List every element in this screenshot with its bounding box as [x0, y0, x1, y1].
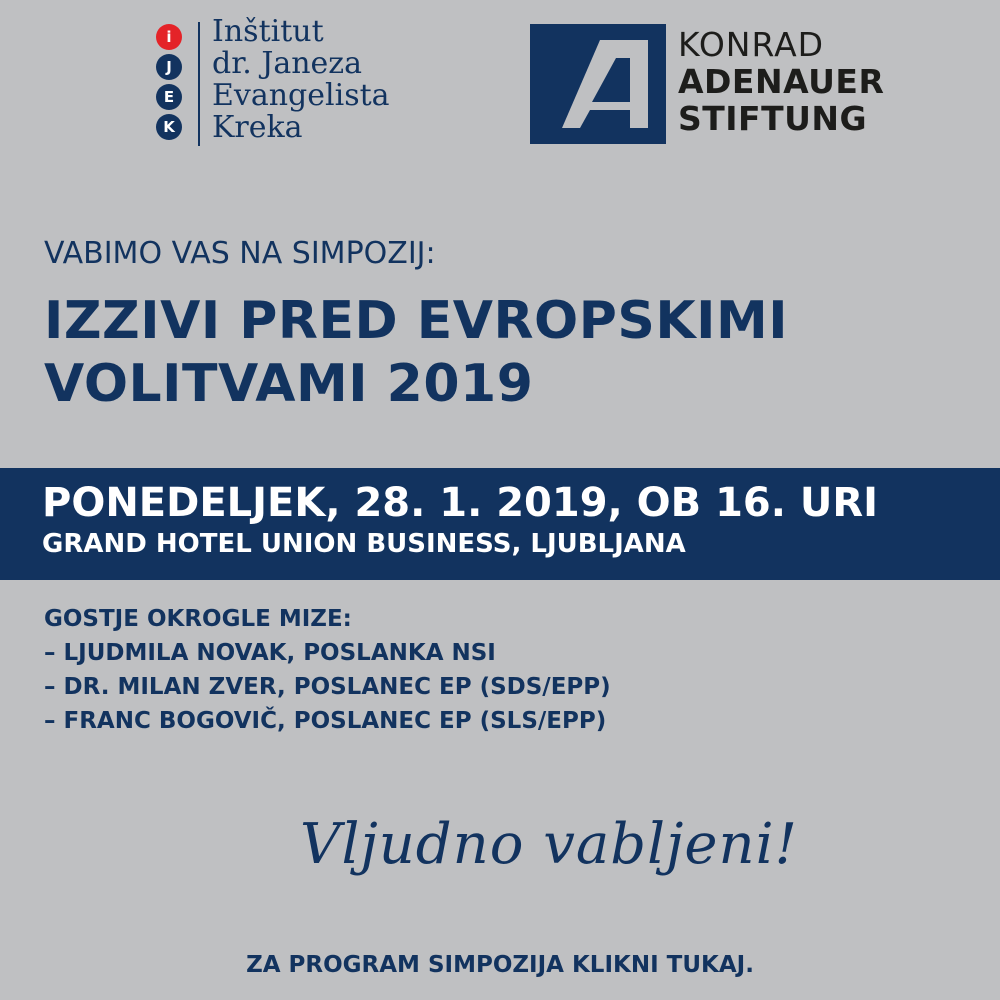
ijek-name-line-1: Inštitut — [212, 14, 324, 49]
ijek-letter-i: i — [156, 24, 182, 50]
ijek-name-line-2: dr. Janeza — [212, 46, 362, 81]
ijek-letter-j: J — [156, 54, 182, 80]
event-title-line-2: VOLITVAMI 2019 — [44, 354, 534, 414]
guest-item: – LJUDMILA NOVAK, POSLANKA NSI — [44, 640, 496, 666]
kas-name — [678, 26, 884, 137]
invite-heading: VABIMO VAS NA SIMPOZIJ: — [44, 236, 436, 271]
ijek-name — [212, 16, 390, 144]
ijek-letter-e: E — [156, 84, 182, 110]
kas-a-mark-icon — [530, 24, 666, 144]
guest-list-heading: GOSTJE OKROGLE MIZE: — [44, 606, 352, 632]
ijek-letter-k: K — [156, 114, 182, 140]
program-link[interactable]: ZA PROGRAM SIMPOZIJA KLIKNI TUKAJ. — [246, 952, 754, 978]
event-title-line-1: IZZIVI PRED EVROPSKIMI — [44, 291, 789, 351]
ijek-divider — [198, 22, 200, 146]
kas-name-line-2: ADENAUER — [678, 62, 885, 101]
kas-name-line-3: STIFTUNG — [678, 99, 868, 138]
guest-item: – DR. MILAN ZVER, POSLANEC EP (SDS/EPP) — [44, 674, 611, 700]
event-title — [44, 290, 788, 416]
kas-name-line-1: KONRAD — [678, 25, 825, 64]
event-info-band — [0, 468, 1000, 580]
ijek-name-line-4: Kreka — [212, 110, 303, 145]
guest-list — [44, 602, 611, 738]
ijek-letter-circles — [156, 24, 186, 144]
guest-item: – FRANC BOGOVIČ, POSLANEC EP (SLS/EPP) — [44, 708, 607, 734]
closing-greeting: Vljudno vabljeni! — [300, 812, 798, 877]
event-date-time: PONEDELJEK, 28. 1. 2019, OB 16. URI — [42, 480, 879, 526]
ijek-name-line-3: Evangelista — [212, 78, 390, 113]
event-venue: GRAND HOTEL UNION BUSINESS, LJUBLJANA — [42, 529, 686, 559]
